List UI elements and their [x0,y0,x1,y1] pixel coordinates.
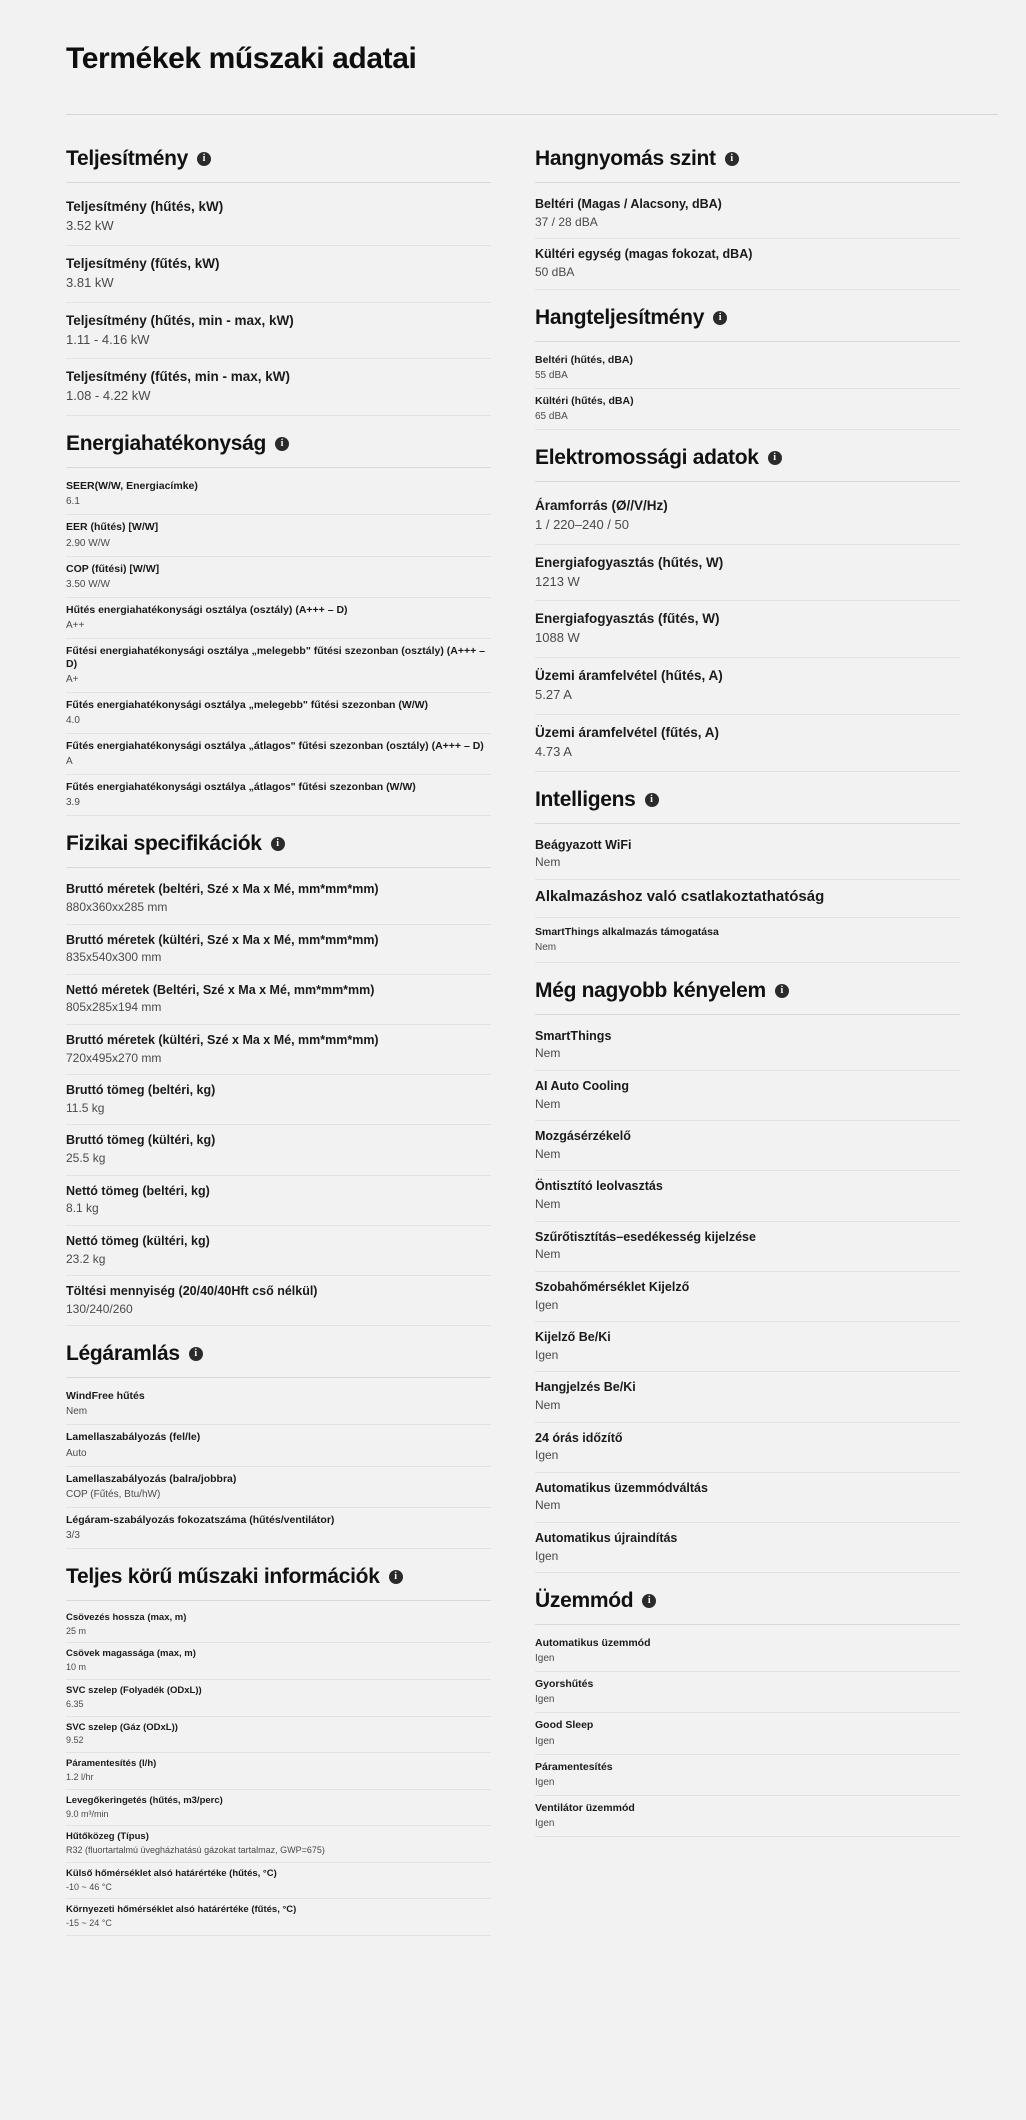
spec-value: Nem [66,1406,88,1418]
spec-row [66,975,491,1025]
spec-label: Good Sleep [535,1719,594,1732]
spec-value: Igen [535,1297,559,1312]
section-title: Hangteljesítmény [535,305,705,329]
spec-label: Mozgásérzékelő [535,1129,631,1144]
section-header-hangnyomas-szint [535,147,960,171]
section-header-uzemmod [535,1589,960,1613]
section-title: Intelligens [535,787,636,811]
section-title: Teljesítmény [66,147,189,171]
spec-value: 23.2 kg [66,1251,106,1266]
spec-row [66,1025,491,1075]
info-icon[interactable]: i [197,152,211,166]
section-divider [535,823,960,824]
spec-label: Beltéri (hűtés, dBA) [535,353,634,366]
spec-value: Nem [535,1046,561,1061]
section-energiahatekonysag [66,432,491,816]
spec-row [535,918,960,963]
section-divider [535,182,960,183]
section-divider [66,182,491,183]
spec-row [66,1176,491,1226]
info-icon[interactable]: i [275,437,289,451]
spec-value: Igen [535,1694,555,1706]
spec-label: SEER(W/W, Energiacímke) [66,480,198,493]
spec-row [66,925,491,975]
spec-value: 10 m [66,1662,87,1673]
section-title: Légáramlás [66,1342,180,1366]
spec-row [535,1121,960,1171]
spec-label: Áramforrás (Ø//V/Hz) [535,497,668,513]
info-icon[interactable]: i [645,793,659,807]
spec-label: Fűtési energiahatékonysági osztálya „melegebb" fűtési szezonban (osztály) (A+++ – D) [66,644,485,670]
section-divider [66,1377,491,1378]
spec-value: 50 dBA [535,265,575,280]
spec-row [535,1796,960,1837]
spec-rows [66,1607,491,1936]
spec-value: -10 ~ 46 °C [66,1881,112,1892]
section-meg-nagyobb-kenyelem [535,979,960,1573]
spec-row [535,1473,960,1523]
spec-label: Hűtőközeg (Típus) [66,1831,149,1843]
spec-value: 3.9 [66,797,80,809]
spec-row [535,389,960,430]
section-divider [66,1600,491,1601]
spec-columns [28,115,998,1936]
spec-row [535,488,960,545]
section-title: Még nagyobb kényelem [535,978,766,1002]
section-divider [535,481,960,482]
spec-rows [535,1021,960,1573]
spec-row [66,1425,491,1466]
spec-label: Hangjelzés Be/Ki [535,1380,636,1395]
spec-row [66,189,491,246]
spec-label: Gyorshűtés [535,1678,594,1691]
spec-row [535,830,960,880]
spec-label: SVC szelep (Folyadék (ODxL)) [66,1684,202,1696]
spec-value: 1213 W [535,573,580,589]
spec-row [66,1863,491,1900]
section-header-meg-nagyobb-kenyelem [535,979,960,1003]
spec-value: Igen [535,1347,559,1362]
spec-row [66,1680,491,1717]
spec-value: 4.73 A [535,743,572,759]
spec-value: A++ [66,619,85,631]
section-title: Üzemmód [535,1589,634,1613]
spec-row [535,1672,960,1713]
spec-row [66,1607,491,1644]
spec-rows [535,348,960,430]
spec-value: 37 / 28 dBA [535,214,598,229]
spec-row [66,693,491,734]
spec-row [66,1125,491,1175]
spec-row [535,1171,960,1221]
spec-row [535,189,960,239]
section-header-teljes-koru-muszaki [66,1565,491,1589]
spec-row [535,1372,960,1422]
spec-label: 24 órás időzítő [535,1430,623,1445]
spec-row [535,880,960,918]
spec-label: Automatikus újraindítás [535,1530,678,1545]
spec-label: Bruttó méretek (beltéri, Szé x Ma x Mé, mm*mm*mm) [66,882,379,897]
spec-value: 720x495x270 mm [66,1050,162,1065]
spec-label: Bruttó tömeg (beltéri, kg) [66,1083,216,1098]
spec-label: Teljesítmény (fűtés, kW) [66,255,220,271]
spec-value: 25 m [66,1625,87,1636]
spec-value: 3/3 [66,1529,80,1541]
spec-value: 9.0 m³/min [66,1808,109,1819]
spec-value: 3.81 kW [66,274,114,290]
spec-value: Nem [535,1197,561,1212]
spec-label: Üzemi áramfelvétel (hűtés, A) [535,668,723,684]
spec-value: Auto [66,1447,87,1459]
spec-value: Nem [535,1397,561,1412]
section-divider [66,867,491,868]
spec-value: A+ [66,674,79,685]
spec-row [535,1423,960,1473]
spec-row [66,639,491,693]
spec-row [66,1467,491,1508]
section-header-legaramlas [66,1342,491,1366]
spec-label: COP (fűtési) [W/W] [66,562,160,575]
section-title: Elektromossági adatok [535,445,759,469]
section-hangnyomas-szint [535,147,960,289]
spec-value: Nem [535,941,557,953]
spec-label: Fűtés energiahatékonysági osztálya „átlagos" fűtési szezonban (osztály) (A+++ – D) [66,740,484,753]
spec-row [66,515,491,556]
spec-label: Ventilátor üzemmód [535,1801,635,1814]
info-icon[interactable]: i [189,1347,203,1361]
page-title: Termékek műszaki adatai [66,42,417,76]
spec-value: Igen [535,1448,559,1463]
section-header-intelligens [535,788,960,812]
spec-value: Igen [535,1653,555,1665]
spec-row [66,1075,491,1125]
spec-label: WindFree hűtés [66,1390,145,1403]
spec-row [535,658,960,715]
section-header-elektromossagi-adatok [535,446,960,470]
spec-row [66,1717,491,1754]
spec-row [535,601,960,658]
info-icon[interactable]: i [713,311,727,325]
spec-rows [535,488,960,772]
spec-row [66,246,491,303]
spec-value: Igen [535,1735,555,1747]
spec-value: 6.35 [66,1698,84,1709]
spec-value: 805x285x194 mm [66,1000,162,1015]
section-header-fizikai-specifikaciok [66,832,491,856]
section-title: Energiahatékonyság [66,432,267,456]
spec-row [535,1222,960,1272]
spec-rows [535,1631,960,1837]
spec-row [66,359,491,416]
spec-row [66,303,491,360]
spec-label: Csövek magassága (max, m) [66,1648,196,1660]
spec-row [66,1826,491,1863]
section-divider [535,341,960,342]
spec-value: COP (Fűtés, Btu/hW) [66,1488,161,1500]
spec-value: 25.5 kg [66,1151,106,1166]
spec-value: 3.52 kW [66,218,114,234]
section-intelligens [535,788,960,963]
spec-rows [535,830,960,963]
spec-label: Szobahőmérséklet Kijelző [535,1279,690,1294]
info-icon[interactable]: i [725,152,739,166]
spec-value: Nem [535,1498,561,1513]
spec-row [535,1021,960,1071]
spec-label: Nettó tömeg (beltéri, kg) [66,1183,210,1198]
section-header-energiahatekonysag [66,432,491,456]
spec-row [66,1790,491,1827]
spec-label: Fűtés energiahatékonysági osztálya „melegebb" fűtési szezonban (W/W) [66,699,429,711]
spec-row [535,715,960,772]
spec-row [66,1508,491,1549]
spec-label: Kültéri (hűtés, dBA) [535,394,634,407]
spec-row [66,474,491,515]
spec-label: Beltéri (Magas / Alacsony, dBA) [535,197,722,212]
spec-value: 1 / 220–240 / 50 [535,516,629,532]
spec-label: Bruttó méretek (kültéri, Szé x Ma x Mé, mm*mm*mm) [66,932,379,947]
spec-row [535,1755,960,1796]
spec-row [535,1272,960,1322]
spec-value: 55 dBA [535,369,568,381]
spec-row [535,348,960,389]
spec-row [66,1899,491,1936]
section-divider [535,1624,960,1625]
spec-label: SVC szelep (Gáz (ODxL)) [66,1721,178,1733]
spec-value: 4.0 [66,715,80,727]
section-teljesitmeny [66,147,491,416]
left-column [28,131,513,1936]
spec-label: Nettó méretek (Beltéri, Szé x Ma x Mé, mm*mm*mm) [66,982,375,997]
spec-row [66,1643,491,1680]
spec-row [535,1322,960,1372]
spec-rows [535,189,960,289]
section-elektromossagi-adatok [535,446,960,772]
spec-label: Töltési mennyiség (20/40/40Hft cső nélkül) [66,1284,318,1299]
info-icon[interactable]: i [642,1594,656,1608]
info-icon[interactable]: i [775,984,789,998]
spec-row [66,557,491,598]
spec-value: 880x360xx285 mm [66,900,168,914]
spec-row [66,1276,491,1326]
spec-row [535,1523,960,1573]
spec-label: Kültéri egység (magas fokozat, dBA) [535,247,753,262]
spec-row [535,545,960,602]
section-uzemmod [535,1589,960,1837]
spec-label: Bruttó méretek (kültéri, Szé x Ma x Mé, mm*mm*mm) [66,1033,379,1048]
spec-value: 11.5 kg [66,1100,105,1115]
spec-label: Kijelző Be/Ki [535,1330,611,1345]
spec-value: 130/240/260 [66,1301,133,1316]
spec-value: 1.11 - 4.16 kW [66,331,150,347]
spec-value: Igen [535,1548,559,1563]
spec-value: 6.1 [66,496,80,508]
spec-value: 1088 W [535,630,580,646]
section-fizikai-specifikaciok [66,832,491,1326]
spec-label: SmartThings alkalmazás támogatása [535,925,719,938]
spec-value: 1.2 l/hr [66,1771,94,1782]
spec-label: Külső hőmérséklet alsó határértéke (hűtés, °C) [66,1867,277,1879]
spec-label: Energiafogyasztás (fűtés, W) [535,611,720,627]
spec-value: 9.52 [66,1735,84,1746]
spec-label: Levegőkeringetés (hűtés, m3/perc) [66,1794,223,1806]
spec-value: 2.90 W/W [66,537,110,549]
spec-value: 8.1 kg [66,1201,99,1216]
spec-value: Nem [535,1247,561,1262]
info-icon[interactable]: i [768,451,782,465]
spec-value: 835x540x300 mm [66,950,162,965]
section-header-hangteljesitmeny [535,306,960,330]
spec-value: 1.08 - 4.22 kW [66,388,151,404]
spec-value: Nem [535,1146,561,1161]
spec-rows [66,1384,491,1549]
spec-value: R32 (fluortartalmú üvegházhatású gázokat tartalmaz, GWP=675) [66,1845,325,1856]
spec-value: 3.50 W/W [66,578,110,590]
spec-row [66,598,491,639]
spec-value: Nem [535,855,561,870]
spec-value: 5.27 A [535,687,572,703]
spec-value: 65 dBA [535,410,568,422]
spec-label: AI Auto Cooling [535,1079,629,1094]
spec-value: -15 ~ 24 °C [66,1918,112,1929]
section-hangteljesitmeny [535,306,960,430]
spec-label: Bruttó tömeg (kültéri, kg) [66,1133,216,1148]
spec-row [66,1226,491,1276]
spec-label: Szűrőtisztítás–esedékesség kijelzése [535,1229,756,1244]
spec-row [66,734,491,775]
spec-label: Alkalmazáshoz való csatlakoztathatóság [535,887,825,905]
section-title: Fizikai specifikációk [66,832,262,856]
spec-row [66,1753,491,1790]
spec-rows [66,874,491,1326]
spec-row [66,1384,491,1425]
spec-row [66,874,491,924]
section-header-teljesitmeny [66,147,491,171]
spec-label: Energiafogyasztás (hűtés, W) [535,554,724,570]
info-icon[interactable]: i [389,1570,403,1584]
spec-label: Beágyazott WiFi [535,837,632,852]
spec-row [535,239,960,289]
spec-value: Igen [535,1776,555,1788]
spec-label: Páramentesítés [535,1760,613,1773]
spec-label: Hűtés energiahatékonysági osztálya (osztály) (A+++ – D) [66,603,348,616]
spec-value: A [66,756,73,768]
spec-value: Igen [535,1817,555,1829]
section-legaramlas [66,1342,491,1549]
spec-row [535,1071,960,1121]
spec-label: Nettó tömeg (kültéri, kg) [66,1233,210,1248]
section-title: Hangnyomás szint [535,147,716,171]
spec-rows [66,474,491,816]
section-divider [66,467,491,468]
info-icon[interactable]: i [271,837,285,851]
spec-sheet [28,20,998,1936]
spec-label: Csövezés hossza (max, m) [66,1611,187,1623]
spec-label: Teljesítmény (hűtés, kW) [66,199,224,215]
spec-label: Légáram-szabályozás fokozatszáma (hűtés/ventilátor) [66,1513,335,1526]
spec-label: Öntisztító leolvasztás [535,1179,663,1194]
spec-label: Lamellaszabályozás (balra/jobbra) [66,1472,237,1485]
spec-label: SmartThings [535,1028,612,1043]
spec-label: Teljesítmény (fűtés, min - max, kW) [66,369,291,385]
spec-label: Automatikus üzemmódváltás [535,1480,708,1495]
spec-row [66,775,491,816]
spec-label: Környezeti hőmérséklet alsó határértéke (fűtés, °C) [66,1904,297,1916]
spec-label: Automatikus üzemmód [535,1637,651,1650]
spec-label: Lamellaszabályozás (fel/le) [66,1431,201,1444]
spec-value: Nem [535,1096,561,1111]
spec-page [0,20,1026,2120]
spec-row [535,1713,960,1754]
spec-label: Fűtés energiahatékonysági osztálya „átlagos" fűtési szezonban (W/W) [66,781,416,794]
spec-rows [66,189,491,416]
right-column [513,131,998,1936]
spec-label: Üzemi áramfelvétel (fűtés, A) [535,724,720,740]
spec-label: Teljesítmény (hűtés, min - max, kW) [66,312,294,328]
section-divider [535,1014,960,1015]
spec-label: Páramentesítés (l/h) [66,1758,157,1770]
spec-row [535,1631,960,1672]
spec-label: EER (hűtés) [W/W] [66,521,159,534]
section-teljes-koru-muszaki [66,1565,491,1936]
section-title: Teljes körű műszaki információk [66,1564,380,1588]
